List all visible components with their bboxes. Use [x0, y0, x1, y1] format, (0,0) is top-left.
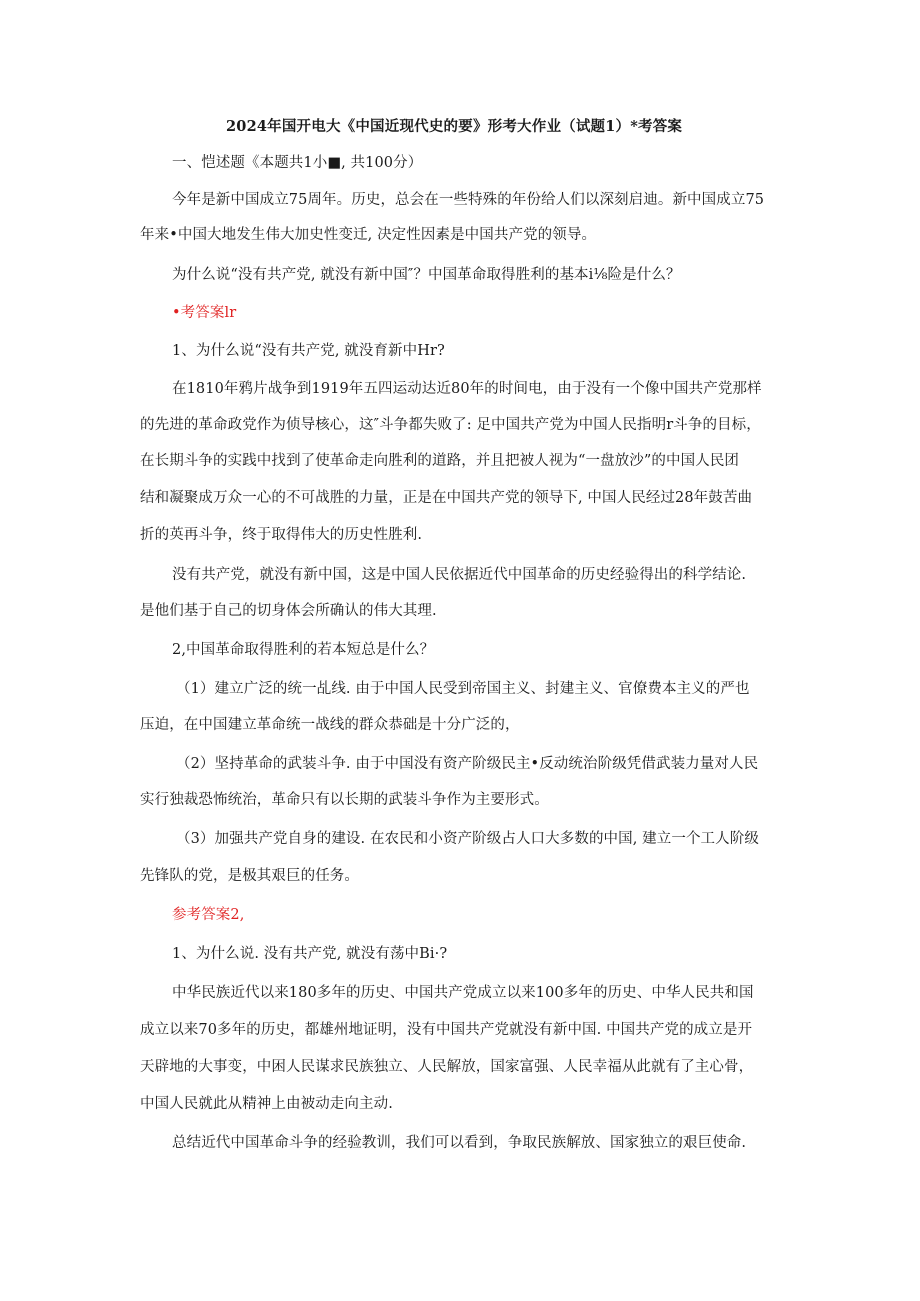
answer2-paragraph-line: 中华民族近代以来180多年的历史、中国共产党成立以来100多年的历史、中华人民共和国 — [172, 985, 754, 1001]
question-text: 为什么说“没有共产党, 就没有新中国″？中国革命取得胜利的基本i⅛险是什么？ — [172, 267, 681, 283]
answer1-q1-heading: 1、为什么说“没有共产党, 就没育新中Hr? — [172, 343, 445, 359]
answer2-paragraph-line: 成立以来70多年的历史，都雄州地证明，没有中国共产党就没有新中国. 中国共产党的成立是开 — [140, 1022, 753, 1038]
intro-line: 年来•中国大地发生伟大加史性变迁, 决定性因素是中国共产党的领导。 — [140, 227, 597, 243]
intro-line: 今年是新中国成立75周年。历史，总会在一些特殊的年份给人们以深刻启迪。新中国成立75 — [172, 192, 765, 208]
answer1-item-line: （3）加强共产党自身的建设. 在农民和小资产阶级占人口大多数的中国, 建立一个工人阶级 — [176, 831, 759, 847]
answer1-paragraph-line: 没有共产党，就没有新中国，这是中国人民依据近代中国革命的历史经验得出的科学结论. — [172, 567, 747, 583]
answer1-item-line: 压迫，在中国建立革命统一战线的群众恭础是十分广泛的， — [140, 717, 520, 733]
answer-label-2: 参考答案2, — [172, 907, 245, 923]
answer1-item-line: 先锋队的党，是极其艰巨的任务。 — [140, 868, 359, 884]
answer-label-1: •考答案lr — [172, 305, 237, 321]
answer1-item-line: （2）坚持革命的武装斗争. 由于中国没有资产阶级民主•反动统治阶级凭借武装力量对人民 — [176, 756, 759, 772]
answer1-paragraph-line: 的先进的革命政党作为侦导核心，这″斗争都失败了: 足中国共产党为中国人民指明r斗争的目标， — [140, 417, 761, 433]
answer2-paragraph-line: 总结近代中国革命斗争的经验教训，我们可以看到，争取民族解放、国家独立的艰巨使命. — [172, 1135, 747, 1151]
answer1-paragraph-line: 在长期斗争的实践中找到了使革命走向胜利的道路，并且把被人视为“一盘放沙”的中国人民团 — [140, 453, 740, 469]
answer1-q2-heading: 2,中国革命取得胜利的若本短总是什么？ — [172, 642, 435, 658]
answer1-paragraph-line: 在1810年鸦片战争到1919年五四运动达近80年的时间电，由于没有一个像中国共产党那样 — [172, 381, 762, 397]
answer1-paragraph-line: 结和凝聚成万众一心的不可战胜的力量，正是在中国共产党的领导下, 中国人民经过28年鼓苦曲 — [140, 490, 753, 506]
section-heading: 一、恺述题《本题共1小■, 共100分） — [172, 155, 423, 171]
answer2-paragraph-line: 中国人民就此从精神上由被动走向主动. — [140, 1096, 393, 1112]
answer1-item-line: （1）建立广泛的统一乩线. 由于中国人民受到帝国主义、封建主义、官僚费本主义的严也 — [176, 681, 750, 697]
answer2-paragraph-line: 天辟地的大事变，中困人民谋求民族独立、人民解放，国家富强、人民幸福从此就有了主心骨， — [140, 1059, 754, 1075]
answer1-paragraph-line: 是他们基于自己的切身体会所确认的伟大其理. — [140, 603, 437, 619]
answer2-q1-heading: 1、为什么说. 没有共产党, 就没有荡中Bi·? — [172, 946, 448, 962]
answer1-item-line: 实行独裁恐怖统治，革命只有以长期的武装斗争作为主要形式。 — [140, 792, 549, 808]
document-title: 2024年国开电大《中国近现代史的要》形考大作业（试题1）*考答案 — [226, 118, 683, 135]
answer1-paragraph-line: 折的英再斗争，终于取得伟大的历史性胜利. — [140, 527, 423, 543]
